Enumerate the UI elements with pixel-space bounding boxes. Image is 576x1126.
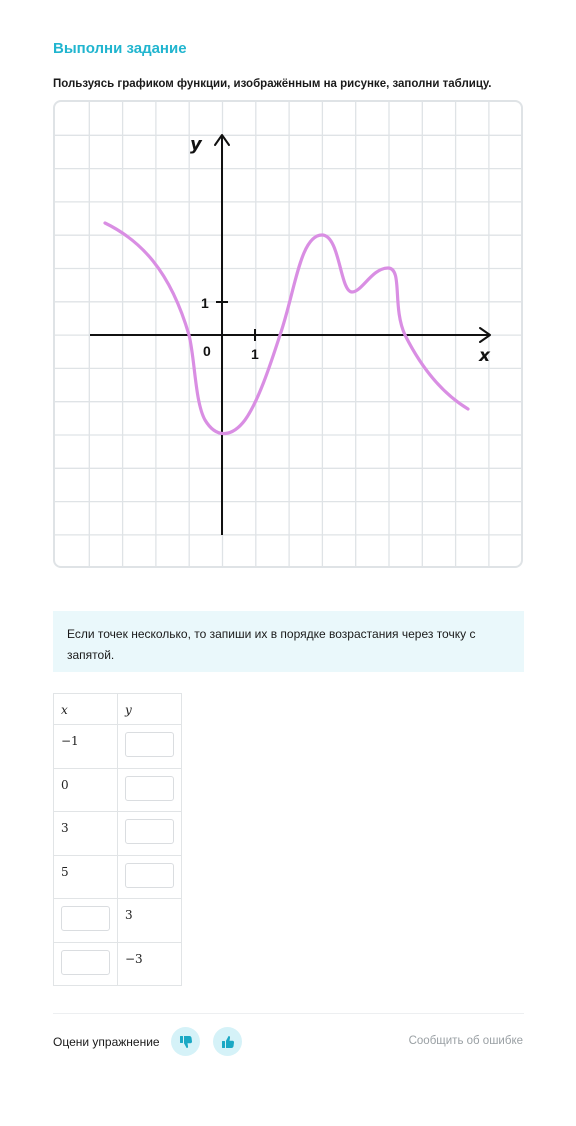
cell-y [118,855,182,899]
thumbs-down-icon [179,1035,193,1049]
table-row [54,855,182,899]
y-tick-label: 1 [201,295,209,311]
answer-table [53,693,182,986]
cell-x [54,899,118,943]
y-axis-label: y [190,134,202,155]
answer-input[interactable] [125,776,174,801]
hint-text: Если точек несколько, то запиши их в порядке возрастания через точку с запятой. [67,627,476,662]
divider [53,1013,524,1014]
table-row [54,768,182,812]
task-instruction: Пользуясь графиком функции, изображённым на рисунке, заполни таблицу. [53,78,492,90]
cell-x [54,942,118,986]
cell-y [118,725,182,769]
table-row [54,812,182,856]
cell-y [118,812,182,856]
x-tick-label: 1 [251,346,259,362]
cell-x: 3 [54,812,118,856]
answer-input[interactable] [125,863,174,888]
answer-input[interactable] [125,819,174,844]
task-title: Выполни задание [53,40,187,57]
hint-box [53,611,524,672]
table-row [54,899,182,943]
answer-input[interactable] [61,906,110,931]
cell-y: −3 [118,942,182,986]
header-x: x [54,694,118,725]
cell-y: 3 [118,899,182,943]
graph-svg [55,102,521,566]
header-y: y [118,694,182,725]
report-error-link[interactable]: Сообщить об ошибке [408,1035,523,1047]
rate-label: Оцени упражнение [53,1035,160,1049]
cell-x: 0 [54,768,118,812]
origin-label: 0 [203,343,211,359]
cell-x: −1 [54,725,118,769]
answer-input[interactable] [125,732,174,757]
dislike-button[interactable] [171,1027,200,1056]
x-axis [90,328,490,342]
function-graph [53,100,523,568]
answer-input[interactable] [61,950,110,975]
cell-y [118,768,182,812]
thumbs-up-icon [221,1035,235,1049]
table-row [54,942,182,986]
table-header-row [54,694,182,725]
table-row [54,725,182,769]
cell-x: 5 [54,855,118,899]
like-button[interactable] [213,1027,242,1056]
x-axis-label: x [479,346,490,366]
